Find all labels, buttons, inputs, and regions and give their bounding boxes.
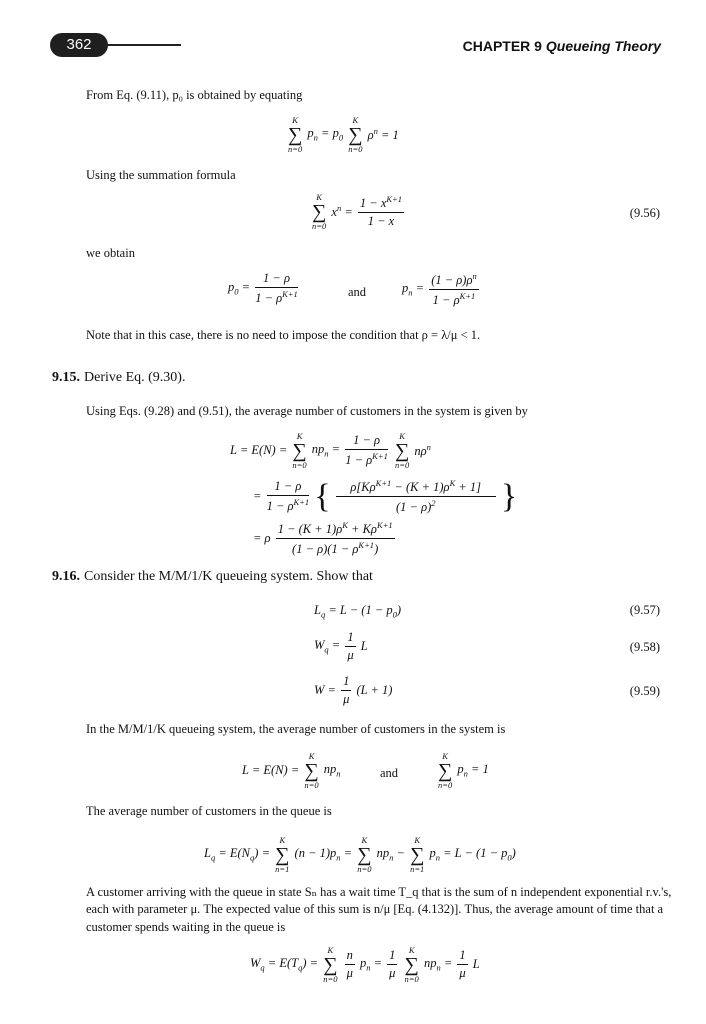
equation-957: $L_q = L - (1 - p_0)$ xyxy=(314,603,402,620)
equation-pn: $p_n$ = $\frac{(1 - \rho)\rho^n}{1 - \rho^{K+1}}$ xyxy=(402,271,477,308)
equation-L-line2: = $\frac{1 - \rho}{1 - \rho^{K+1}}$ { $\frac{\rho[K\rho^{K+1} - (K + 1)\rho^K + 1]}{(1 - \rho)^2}$ } xyxy=(253,477,518,515)
equation-number-956: (9.56) xyxy=(629,206,660,220)
equation-L-line1: L = E(N) = K ∑ n=0 $np_n$ = $\frac{1 - \rho}{1 - \rho^{K+1}}$ K ∑ n=0 $n\rho^n$ xyxy=(230,431,431,470)
equation-number-957: (9.57) xyxy=(629,603,660,617)
equation-956: K ∑ n=0 $x^n$ = $\frac{1 - x^{K+1}}{1 - x}$ xyxy=(312,192,403,231)
header-rule xyxy=(104,44,181,46)
problem-916-number: 9.16. xyxy=(52,569,80,584)
equation-number-959: (9.59) xyxy=(629,684,660,698)
chapter-label: CHAPTER 9 xyxy=(462,38,542,54)
problem-916-heading xyxy=(52,569,373,585)
chapter-header xyxy=(463,38,661,54)
problem-915-title: Derive Eq. (9.30). xyxy=(84,370,186,385)
page-number-badge: 362 xyxy=(50,33,108,57)
equation-number-958: (9.58) xyxy=(629,640,660,654)
equation-958: $W_q$ = $\frac{1}{\mu}$ L xyxy=(314,630,368,662)
equation-L-system: L = E(N) = K ∑ n=0 $np_n$ xyxy=(242,751,341,790)
paragraph-916: In the M/M/1/K queueing system, the average number of customers in the system is xyxy=(86,722,506,736)
paragraph-915: Using Eqs. (9.28) and (9.51), the average number of customers in the system is given by xyxy=(86,404,528,418)
paragraph-we-obtain: we obtain xyxy=(86,246,135,260)
and-text-1: and xyxy=(348,285,367,299)
problem-915-number: 9.15. xyxy=(52,370,80,385)
paragraph-customer-3: customer spends waiting in the queue is xyxy=(86,920,286,934)
problem-915-heading xyxy=(52,370,185,386)
and-text-2: and xyxy=(380,766,399,780)
equation-p0: $p_0$ = $\frac{1 - \rho}{1 - \rho^{K+1}}$ xyxy=(228,271,298,306)
paragraph-equating: From Eq. (9.11), p₀ is obtained by equating xyxy=(86,88,303,102)
equation-959: W = $\frac{1}{\mu}$ (L + 1) xyxy=(314,674,393,706)
equation-Lq: $L_q = E(N_q)$ = K ∑ n=1 $(n - 1)p_n$ = K ∑ n=0 $np_n$ − K ∑ n=1 $p_n = L - (1 - p_0)$ xyxy=(204,835,516,874)
problem-916-title: Consider the M/M/1/K queueing system. Show that xyxy=(84,569,373,584)
chapter-title: Queueing Theory xyxy=(545,38,661,54)
equation-sum-one: K ∑ n=0 $p_n = 1$ xyxy=(438,751,489,790)
equation-L-line3: = ρ $\frac{1 - (K + 1)\rho^K + K\rho^{K+1}}{(1 - \rho)(1 - \rho^{K+1})}$ xyxy=(253,520,393,557)
paragraph-note: Note that in this case, there is no need to impose the condition that ρ = λ/μ < 1. xyxy=(86,328,481,342)
paragraph-summation: Using the summation formula xyxy=(86,168,236,182)
paragraph-queue: The average number of customers in the queue is xyxy=(86,804,332,818)
paragraph-customer-1: A customer arriving with the queue in state Sₙ has a wait time T_q that is the sum of n independent exponential r.v.'s, xyxy=(86,885,672,899)
paragraph-customer-2: each with parameter μ. The expected value of this sum is n/μ [Eq. (4.132)]. Thus, the average amount of time that a xyxy=(86,902,664,916)
equation-Wq: $W_q = E(T_q)$ = K ∑ n=0 $\frac{n}{\mu}$ $p_n$ = $\frac{1}{\mu}$ K ∑ n=0 $np_n$ = $\frac{1}{\mu}$ L xyxy=(250,945,480,984)
equation-sum-pn: K ∑ n=0 $p_n = p_0$ K ∑ n=0 $\rho^n = 1$ xyxy=(288,115,399,154)
